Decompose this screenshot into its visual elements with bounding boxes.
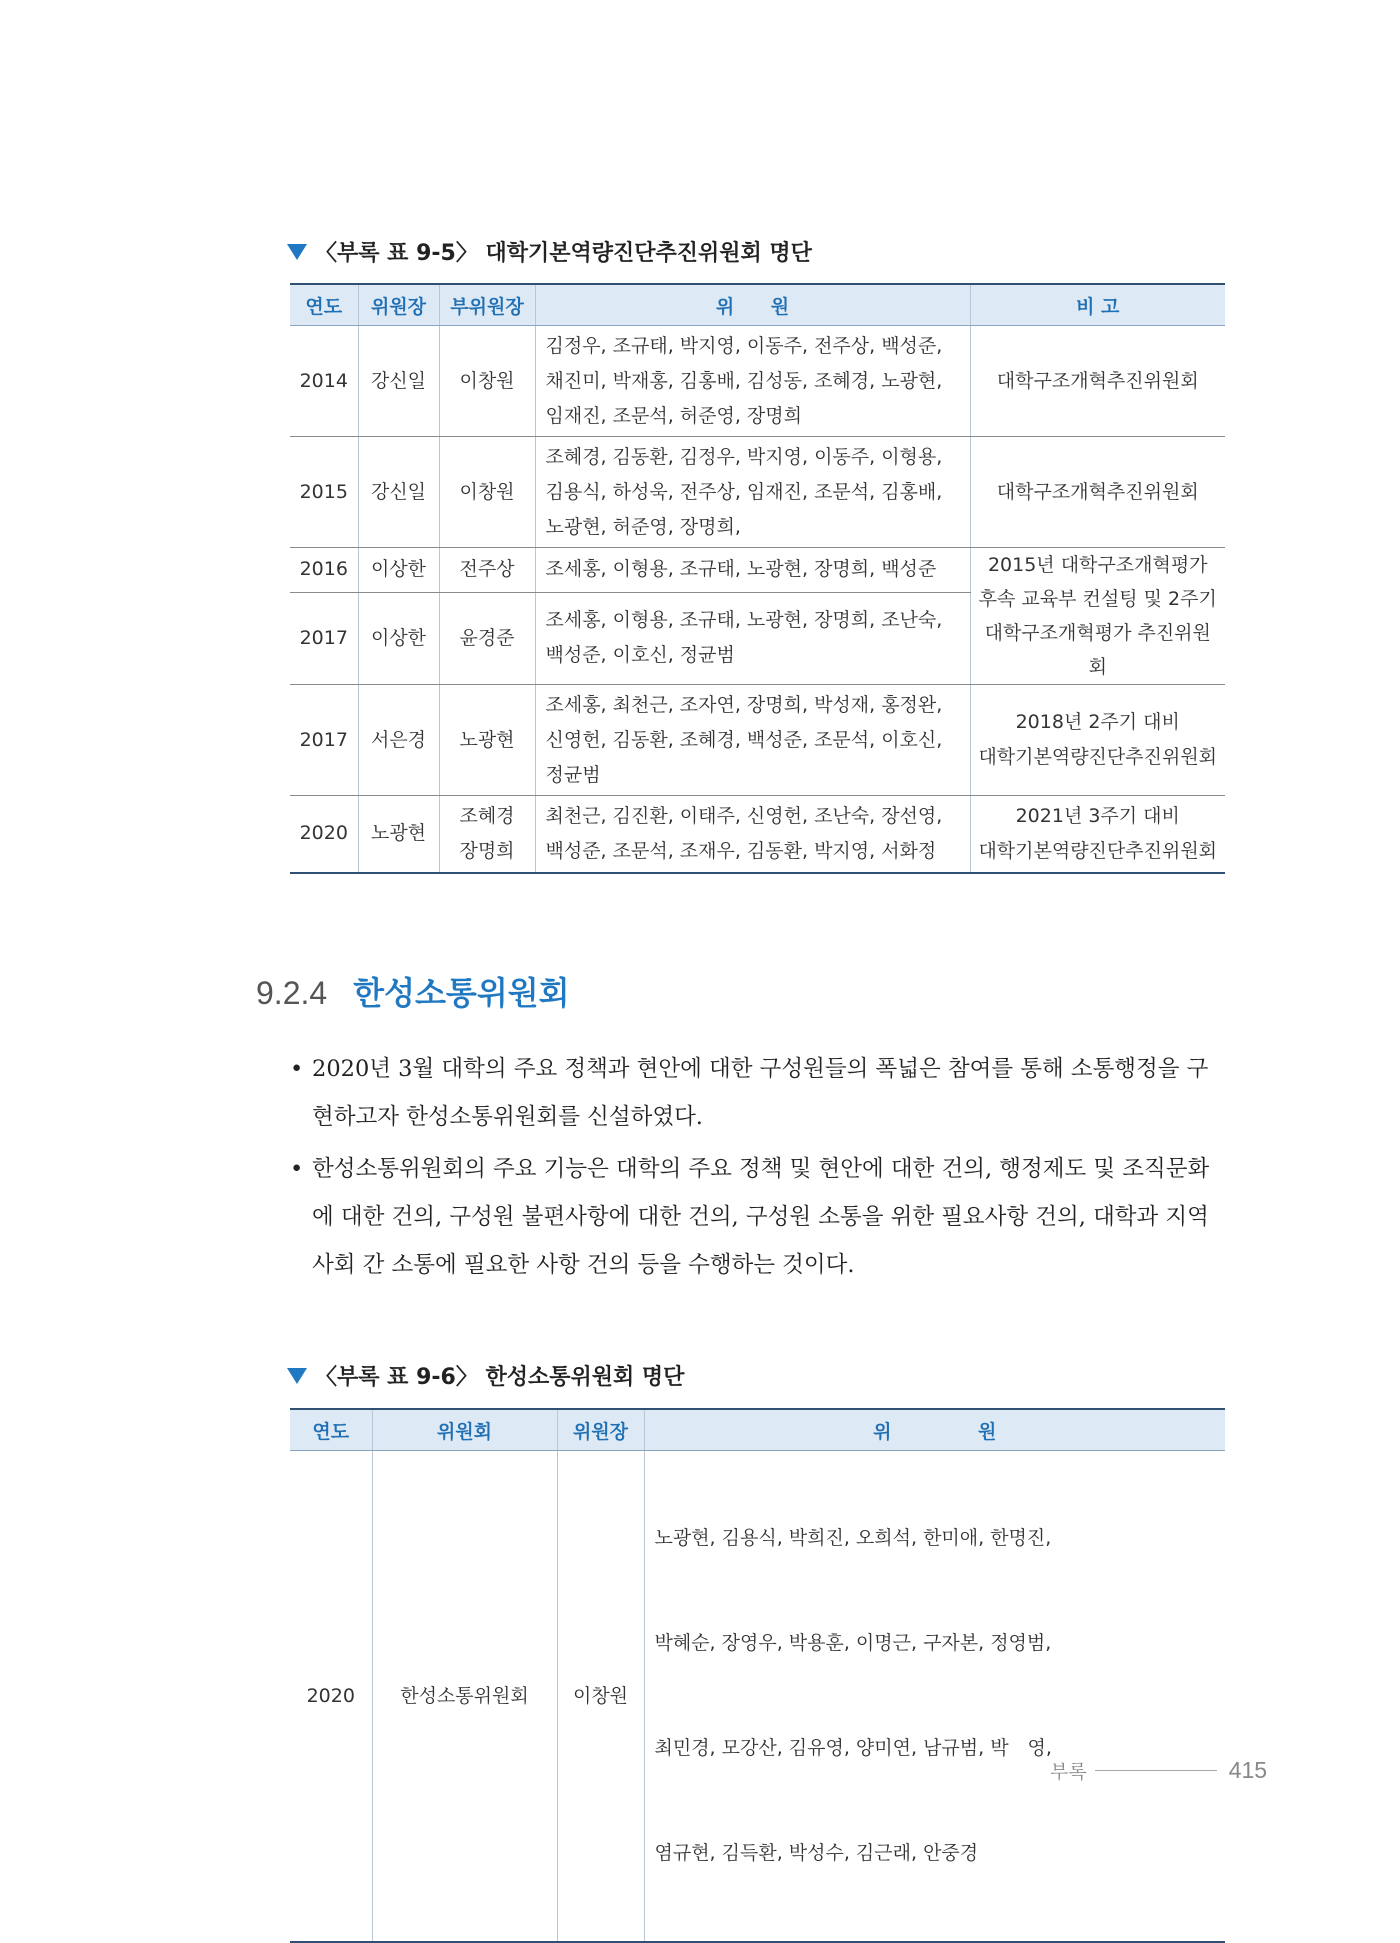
members-line: 염규현, 김득환, 박성수, 김근래, 안중경 bbox=[654, 1842, 979, 1864]
members-line: 정균범 bbox=[545, 763, 601, 786]
cell-year: 2016 bbox=[290, 548, 358, 593]
cell-members bbox=[535, 437, 970, 548]
members-line: 임재진, 조문석, 허준영, 장명희 bbox=[545, 404, 802, 427]
page-footer bbox=[1050, 1750, 1300, 1790]
cell-year: 2020 bbox=[290, 796, 358, 873]
table-caption-text: 〈부록 표 9-5〉 대학기본역량진단추진위원회 명단 bbox=[315, 241, 812, 266]
cell-chair: 이상한 bbox=[358, 548, 439, 593]
cell-members bbox=[644, 1451, 1225, 1943]
col-header-year: 연도 bbox=[290, 1409, 372, 1451]
table-caption-text: 〈부록 표 9-6〉 한성소통위원회 명단 bbox=[315, 1365, 685, 1390]
members-line: 채진미, 박재홍, 김홍배, 김성동, 조혜경, 노광현, bbox=[545, 369, 943, 392]
cell-committee: 한성소통위원회 bbox=[372, 1451, 557, 1943]
bullet-dot-icon: • bbox=[290, 1156, 304, 1182]
col-header-year: 연도 bbox=[290, 284, 358, 326]
col-header-members: 위 원 bbox=[535, 284, 970, 326]
members-line: 김용식, 하성욱, 전주상, 임재진, 조문석, 김홍배, bbox=[545, 480, 943, 503]
members-line: 최천근, 김진환, 이태주, 신영헌, 조난숙, 장선영, bbox=[545, 804, 943, 827]
cell-members bbox=[535, 796, 970, 873]
table-header-row bbox=[290, 1409, 1225, 1451]
vice-chair-line: 조혜경 bbox=[459, 804, 515, 827]
members-line: 최민경, 모강산, 김유영, 양미연, 남규범, 박 영, bbox=[654, 1737, 1052, 1759]
cell-year: 2017 bbox=[290, 592, 358, 684]
members-line: 조세홍, 이형용, 조규태, 노광현, 장명희, 조난숙, bbox=[545, 609, 943, 632]
note-line: 후속 교육부 컨설팅 및 2주기 bbox=[978, 588, 1217, 610]
cell-chair: 강신일 bbox=[358, 326, 439, 437]
triangle-marker-icon bbox=[287, 244, 307, 260]
table-caption bbox=[287, 236, 812, 267]
triangle-marker-icon bbox=[287, 1368, 307, 1384]
note-line: 대학구조개혁평가 추진위원회 bbox=[984, 622, 1211, 678]
col-header-note: 비 고 bbox=[970, 284, 1225, 326]
cell-vice-chair: 윤경준 bbox=[439, 592, 535, 684]
col-header-committee: 위원회 bbox=[372, 1409, 557, 1451]
members-line: 조세홍, 이형용, 조규태, 노광현, 장명희, 백성준 bbox=[545, 558, 937, 581]
note-line: 2015년 대학구조개혁평가 bbox=[987, 554, 1208, 576]
cell-members bbox=[535, 326, 970, 437]
note-line: 대학기본역량진단추진위원회 bbox=[978, 839, 1218, 862]
cell-vice-chair: 노광현 bbox=[439, 685, 535, 796]
cell-vice-chair: 전주상 bbox=[439, 548, 535, 593]
col-header-vice-chair: 부위원장 bbox=[439, 284, 535, 326]
members-line: 백성준, 조문석, 조재우, 김동환, 박지영, 서화정 bbox=[545, 839, 937, 862]
cell-year: 2020 bbox=[290, 1451, 372, 1943]
cell-chair: 노광현 bbox=[358, 796, 439, 873]
members-line: 노광현, 허준영, 장명희, bbox=[545, 515, 741, 538]
cell-year: 2014 bbox=[290, 326, 358, 437]
bullet-item bbox=[290, 1145, 1230, 1289]
note-line: 2021년 3주기 대비 bbox=[1015, 804, 1180, 827]
footer-label: 부록 bbox=[1050, 1760, 1087, 1783]
cell-year: 2017 bbox=[290, 685, 358, 796]
section-title: 한성소통위원회 bbox=[353, 974, 570, 1012]
cell-note: 대학구조개혁추진위원회 bbox=[970, 437, 1225, 548]
table-row bbox=[290, 548, 1225, 593]
footer-divider bbox=[1095, 1770, 1217, 1771]
section-number: 9.2.4 bbox=[256, 975, 328, 1011]
col-header-chair: 위원장 bbox=[557, 1409, 644, 1451]
cell-members bbox=[535, 592, 970, 684]
cell-note bbox=[970, 548, 1225, 685]
bullet-list bbox=[290, 1045, 1230, 1293]
members-line: 조세홍, 최천근, 조자연, 장명희, 박성재, 홍정완, bbox=[545, 693, 943, 716]
communication-committee-table bbox=[290, 1408, 1225, 1943]
cell-chair: 이창원 bbox=[557, 1451, 644, 1943]
cell-note: 대학구조개혁추진위원회 bbox=[970, 326, 1225, 437]
table-caption bbox=[287, 1360, 684, 1391]
members-line: 조혜경, 김동환, 김정우, 박지영, 이동주, 이형용, bbox=[545, 445, 943, 468]
table-row bbox=[290, 685, 1225, 796]
bullet-text: 한성소통위원회의 주요 기능은 대학의 주요 정책 및 현안에 대한 건의, 행정제도 및 조직문화에 대한 건의, 구성원 불편사항에 대한 건의, 구성원 소통을 위한 필요사항 건의, 대학과 지역사회 간 소통에 필요한 사항 건의 등을 수행하는 것이다. bbox=[312, 1156, 1210, 1278]
cell-note bbox=[970, 685, 1225, 796]
page-number: 415 bbox=[1228, 1756, 1268, 1783]
table-row bbox=[290, 437, 1225, 548]
members-line: 김정우, 조규태, 박지영, 이동주, 전주상, 백성준, bbox=[545, 334, 943, 357]
cell-vice-chair: 이창원 bbox=[439, 326, 535, 437]
table-row bbox=[290, 326, 1225, 437]
cell-chair: 강신일 bbox=[358, 437, 439, 548]
col-header-chair: 위원장 bbox=[358, 284, 439, 326]
note-line: 대학기본역량진단추진위원회 bbox=[978, 746, 1218, 768]
cell-vice-chair: 이창원 bbox=[439, 437, 535, 548]
cell-members bbox=[535, 685, 970, 796]
cell-chair: 이상한 bbox=[358, 592, 439, 684]
vice-chair-line: 장명희 bbox=[459, 839, 515, 862]
table-header-row bbox=[290, 284, 1225, 326]
committee-roster-table bbox=[290, 283, 1225, 874]
table-row bbox=[290, 1451, 1225, 1943]
cell-note bbox=[970, 796, 1225, 873]
cell-members bbox=[535, 548, 970, 593]
table-row bbox=[290, 796, 1225, 873]
section-heading bbox=[256, 968, 570, 1014]
col-header-members: 위 원 bbox=[644, 1409, 1225, 1451]
members-line: 신영헌, 김동환, 조혜경, 백성준, 조문석, 이호신, bbox=[545, 728, 943, 751]
cell-year: 2015 bbox=[290, 437, 358, 548]
cell-vice-chair bbox=[439, 796, 535, 873]
note-line: 2018년 2주기 대비 bbox=[1015, 711, 1180, 733]
members-line: 백성준, 이호신, 정균범 bbox=[545, 644, 735, 667]
cell-chair: 서은경 bbox=[358, 685, 439, 796]
members-line: 박혜순, 장영우, 박용훈, 이명근, 구자본, 정영범, bbox=[654, 1632, 1052, 1654]
bullet-text: 2020년 3월 대학의 주요 정책과 현안에 대한 구성원들의 폭넓은 참여를 통해 소통행정을 구현하고자 한성소통위원회를 신설하였다. bbox=[312, 1056, 1209, 1130]
bullet-dot-icon: • bbox=[290, 1056, 304, 1082]
bullet-item bbox=[290, 1045, 1230, 1141]
members-line: 노광현, 김용식, 박희진, 오희석, 한미애, 한명진, bbox=[654, 1527, 1052, 1549]
